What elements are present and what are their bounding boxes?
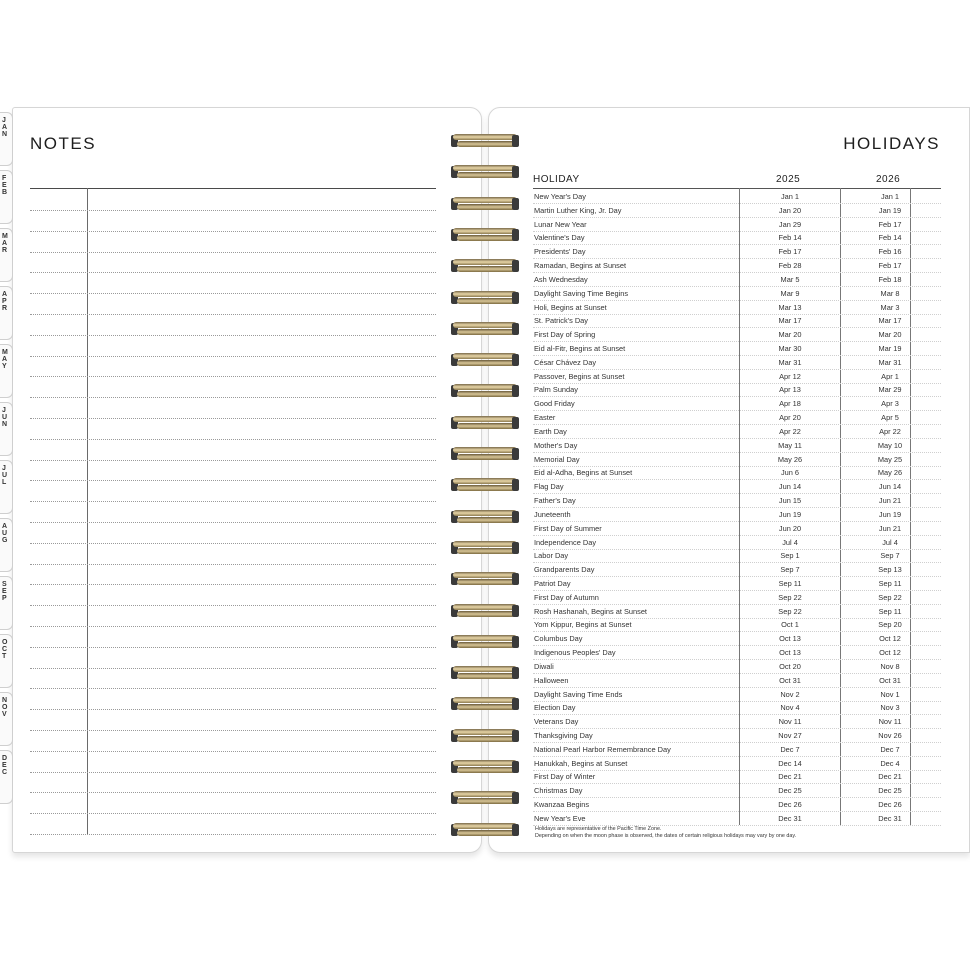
coil-ring — [453, 635, 517, 649]
month-tab-label: JUN — [2, 407, 8, 428]
table-row — [533, 480, 941, 493]
date-2026: Nov 1 — [880, 689, 900, 699]
date-2025: May 26 — [777, 454, 803, 464]
notes-line — [30, 376, 436, 377]
coil-ring — [453, 666, 517, 680]
notes-line — [30, 584, 436, 585]
notes-line — [30, 543, 436, 544]
date-2025: Oct 20 — [779, 661, 801, 671]
month-tab[interactable] — [0, 460, 13, 514]
date-2026: Jun 19 — [878, 509, 902, 519]
date-2025: Dec 25 — [778, 786, 802, 796]
date-2026: Feb 17 — [878, 219, 902, 229]
holiday-name: Indigenous Peoples' Day — [534, 648, 616, 658]
month-tab[interactable] — [0, 692, 13, 746]
date-2026: Feb 14 — [878, 233, 902, 243]
date-2025: Jan 20 — [778, 205, 802, 215]
month-tab[interactable] — [0, 170, 13, 224]
holiday-name: First Day of Summer — [534, 523, 602, 533]
table-row — [533, 618, 941, 631]
table-row — [533, 314, 941, 327]
coil-ring — [453, 259, 517, 273]
date-2025: Apr 20 — [779, 413, 801, 423]
holiday-name: Thanksgiving Day — [534, 730, 593, 740]
coil-ring — [453, 541, 517, 555]
notes-line — [30, 314, 436, 315]
coil-ring — [453, 478, 517, 492]
notes-line — [30, 813, 436, 814]
date-2025: Mar 31 — [778, 357, 802, 367]
notes-line — [30, 439, 436, 440]
holiday-name: Valentine's Day — [534, 233, 585, 243]
column-header-holiday: HOLIDAY — [533, 174, 580, 185]
date-2025: Apr 13 — [779, 385, 801, 395]
month-tab[interactable] — [0, 634, 13, 688]
date-2026: May 25 — [877, 454, 903, 464]
date-2026: Feb 16 — [878, 247, 902, 257]
notes-line — [30, 564, 436, 565]
date-2025: Sep 22 — [778, 592, 802, 602]
table-row — [533, 701, 941, 714]
date-2026: Oct 12 — [879, 648, 901, 658]
footnote: Holidays are representative of the Pacific Time Zone. — [535, 826, 662, 832]
date-2026: Sep 13 — [878, 565, 902, 575]
date-2025: Nov 2 — [780, 689, 800, 699]
table-row — [533, 632, 941, 645]
date-2026: Sep 20 — [878, 620, 902, 630]
date-2025: Dec 31 — [778, 813, 802, 823]
notes-line — [30, 772, 436, 773]
table-row — [533, 494, 941, 507]
notes-line — [30, 522, 436, 523]
month-tab-label: DEC — [2, 755, 8, 776]
table-row — [533, 411, 941, 424]
table-row — [533, 688, 941, 701]
date-2026: Mar 31 — [878, 357, 902, 367]
notes-line — [30, 252, 436, 253]
date-2026: Mar 3 — [880, 302, 900, 312]
coil-ring — [453, 384, 517, 398]
month-tab-label: MAY — [2, 349, 8, 370]
date-2026: Mar 20 — [878, 330, 902, 340]
table-row — [533, 383, 941, 396]
notes-line — [30, 605, 436, 606]
date-2025: Sep 22 — [778, 606, 802, 616]
coil-ring — [453, 729, 517, 743]
table-row — [533, 798, 941, 811]
table-row — [533, 549, 941, 562]
table-row — [533, 342, 941, 355]
table-row — [533, 729, 941, 742]
table-row — [533, 646, 941, 659]
notes-title: NOTES — [30, 134, 97, 153]
table-row — [533, 453, 941, 466]
table-row — [533, 218, 941, 231]
notes-line — [30, 210, 436, 211]
holiday-name: Good Friday — [534, 399, 575, 409]
holiday-name: Labor Day — [534, 551, 569, 561]
table-row — [533, 563, 941, 576]
date-2025: Sep 7 — [780, 565, 800, 575]
date-2025: Apr 22 — [779, 426, 801, 436]
holiday-name: Daylight Saving Time Begins — [534, 288, 629, 298]
month-tab-label: JAN — [2, 117, 8, 138]
date-2026: Nov 11 — [878, 717, 902, 727]
month-tab[interactable] — [0, 518, 13, 572]
date-2025: Jun 6 — [780, 468, 800, 478]
date-2025: Oct 13 — [779, 648, 801, 658]
date-2026: Mar 17 — [878, 316, 902, 326]
holiday-name: Yom Kippur, Begins at Sunset — [534, 620, 632, 630]
holiday-name: Martin Luther King, Jr. Day — [534, 205, 622, 215]
date-2026: Mar 19 — [878, 344, 902, 354]
date-2026: Dec 4 — [880, 758, 900, 768]
holiday-name: César Chávez Day — [534, 357, 597, 367]
table-row — [533, 743, 941, 756]
notes-line — [30, 626, 436, 627]
notes-line — [30, 293, 436, 294]
month-tab[interactable] — [0, 112, 13, 166]
date-2026: Oct 12 — [879, 634, 901, 644]
coil-ring — [453, 322, 517, 336]
month-tabs — [0, 112, 14, 812]
month-tab-label: MAR — [2, 233, 8, 254]
date-2026: Feb 18 — [878, 274, 902, 284]
date-2026: Apr 1 — [881, 371, 899, 381]
notes-line — [30, 356, 436, 357]
holiday-name: Election Day — [534, 703, 576, 713]
table-row — [533, 259, 941, 272]
date-2026: Jun 21 — [878, 523, 902, 533]
date-2025: Oct 13 — [779, 634, 801, 644]
month-tab-label: OCT — [2, 639, 8, 660]
coil-ring — [453, 510, 517, 524]
holiday-name: Independence Day — [534, 537, 597, 547]
notes-line — [30, 231, 436, 232]
notes-margin-rule — [87, 188, 88, 834]
date-2026: Dec 31 — [878, 813, 902, 823]
date-2025: Nov 11 — [778, 717, 802, 727]
holiday-name: Patriot Day — [534, 578, 571, 588]
date-2025: Jun 14 — [778, 482, 802, 492]
date-2026: Dec 21 — [878, 772, 902, 782]
date-2025: Feb 17 — [778, 247, 802, 257]
date-2025: Jun 19 — [778, 509, 802, 519]
table-row — [533, 784, 941, 797]
month-tab[interactable] — [0, 344, 13, 398]
holiday-name: Easter — [534, 413, 556, 423]
month-tab-label: JUL — [2, 465, 8, 486]
month-tab[interactable] — [0, 402, 13, 456]
table-row — [533, 190, 941, 203]
notes-line — [30, 792, 436, 793]
date-2025: Feb 14 — [778, 233, 802, 243]
table-row — [533, 356, 941, 369]
date-2026: Nov 26 — [878, 730, 902, 740]
holiday-name: St. Patrick's Day — [534, 316, 588, 326]
date-2025: Oct 1 — [781, 620, 799, 630]
date-2026: Nov 3 — [880, 703, 900, 713]
date-2025: Mar 5 — [780, 274, 800, 284]
table-row — [533, 605, 941, 618]
coil-ring — [453, 791, 517, 805]
table-row — [533, 245, 941, 258]
holidays-title: HOLIDAYS — [843, 134, 940, 153]
date-2025: Mar 30 — [778, 344, 802, 354]
date-2025: Feb 28 — [778, 261, 802, 271]
date-2026: Jul 4 — [882, 537, 898, 547]
notes-line — [30, 668, 436, 669]
date-2026: Nov 8 — [880, 661, 900, 671]
holiday-name: Presidents' Day — [534, 247, 586, 257]
table-row — [533, 660, 941, 673]
date-2025: Oct 31 — [779, 675, 801, 685]
date-2026: Jun 21 — [878, 496, 902, 506]
holiday-name: First Day of Spring — [534, 330, 596, 340]
coil-ring — [453, 353, 517, 367]
table-row — [533, 715, 941, 728]
holiday-name: Earth Day — [534, 426, 567, 436]
date-2025: Jun 15 — [778, 496, 802, 506]
date-2025: Jul 4 — [782, 537, 798, 547]
date-2026: Jan 19 — [878, 205, 902, 215]
notes-line — [30, 751, 436, 752]
table-row — [533, 522, 941, 535]
table-row — [533, 508, 941, 521]
date-2026: Dec 7 — [880, 744, 900, 754]
notes-line — [30, 647, 436, 648]
date-2026: Sep 7 — [880, 551, 900, 561]
date-2026: Oct 31 — [879, 675, 901, 685]
date-2025: Sep 11 — [778, 578, 802, 588]
holiday-name: Passover, Begins at Sunset — [534, 371, 625, 381]
holiday-name: Diwali — [534, 661, 554, 671]
holiday-name: Ash Wednesday — [534, 274, 588, 284]
table-row — [533, 757, 941, 770]
holiday-name: Eid al-Fitr, Begins at Sunset — [534, 344, 626, 354]
coil-ring — [453, 760, 517, 774]
table-row — [533, 370, 941, 383]
date-2026: May 10 — [877, 440, 903, 450]
holiday-name: Ramadan, Begins at Sunset — [534, 261, 627, 271]
holiday-name: First Day of Winter — [534, 772, 596, 782]
holiday-name: Mother's Day — [534, 440, 578, 450]
table-row — [533, 674, 941, 687]
table-row — [533, 466, 941, 479]
coil-ring — [453, 291, 517, 305]
notes-line — [30, 460, 436, 461]
date-2025: Nov 27 — [778, 730, 802, 740]
table-row — [533, 231, 941, 244]
table-row — [533, 577, 941, 590]
table-row — [533, 397, 941, 410]
month-tab[interactable] — [0, 286, 13, 340]
table-row — [533, 425, 941, 438]
date-2025: Apr 18 — [779, 399, 801, 409]
holiday-name: Christmas Day — [534, 786, 583, 796]
table-row — [533, 287, 941, 300]
notes-line — [30, 688, 436, 689]
coil-ring — [453, 134, 517, 148]
month-tab-label: AUG — [2, 523, 8, 544]
date-2025: Jun 20 — [778, 523, 802, 533]
table-row — [533, 439, 941, 452]
table-row — [533, 536, 941, 549]
date-2026: Mar 29 — [878, 385, 902, 395]
holiday-name: Veterans Day — [534, 717, 579, 727]
holiday-name: Father's Day — [534, 496, 576, 506]
holiday-name: Kwanzaa Begins — [534, 800, 590, 810]
date-2026: Jan 1 — [880, 192, 900, 201]
date-2025: Nov 4 — [780, 703, 800, 713]
table-row — [533, 591, 941, 604]
date-2026: Sep 11 — [878, 578, 902, 588]
holiday-name: Lunar New Year — [534, 219, 587, 229]
notes-line — [30, 480, 436, 481]
holiday-name: Flag Day — [534, 482, 564, 492]
date-2025: Mar 13 — [778, 302, 802, 312]
month-tab[interactable] — [0, 750, 13, 804]
date-2026: May 26 — [877, 468, 903, 478]
notes-line — [30, 709, 436, 710]
table-header-rule — [533, 188, 941, 189]
coil-ring — [453, 447, 517, 461]
month-tab-label: APR — [2, 291, 8, 312]
month-tab-label: NOV — [2, 697, 8, 718]
date-2025: Sep 1 — [780, 551, 800, 561]
month-tab-label: FEB — [2, 175, 8, 196]
date-2026: Sep 22 — [878, 592, 902, 602]
date-2025: Mar 17 — [778, 316, 802, 326]
notes-line — [30, 397, 436, 398]
holiday-name: Juneteenth — [534, 509, 571, 519]
date-2026: Mar 8 — [880, 288, 900, 298]
holiday-name: Daylight Saving Time Ends — [534, 689, 623, 699]
holiday-name: Eid al-Adha, Begins at Sunset — [534, 468, 633, 478]
date-2025: Jan 1 — [780, 192, 800, 201]
table-row — [533, 273, 941, 286]
notes-line — [30, 418, 436, 419]
notes-line — [30, 501, 436, 502]
coil-ring — [453, 165, 517, 179]
holiday-name: Palm Sunday — [534, 385, 578, 395]
coil-ring — [453, 228, 517, 242]
holiday-name: Memorial Day — [534, 454, 580, 464]
notes-header-rule — [30, 188, 436, 189]
holiday-name: Rosh Hashanah, Begins at Sunset — [534, 606, 647, 616]
date-2025: Jan 29 — [778, 219, 802, 229]
date-2025: Dec 14 — [778, 758, 802, 768]
holiday-name: Hanukkah, Begins at Sunset — [534, 758, 628, 768]
date-2026: Apr 22 — [879, 426, 901, 436]
date-2025: Mar 20 — [778, 330, 802, 340]
table-row — [533, 812, 941, 825]
footnote: Depending on when the moon phase is observed, the dates of certain religious holidays may vary by one day. — [535, 833, 797, 839]
notes-line — [30, 335, 436, 336]
table-row — [533, 770, 941, 783]
holiday-name: National Pearl Harbor Remembrance Day — [534, 744, 671, 754]
month-tab[interactable] — [0, 228, 13, 282]
coil-ring — [453, 697, 517, 711]
column-header-2025: 2025 — [776, 174, 801, 185]
holiday-name: New Year's Day — [534, 192, 586, 201]
coil-ring — [453, 604, 517, 618]
table-row — [533, 204, 941, 217]
notes-line — [30, 834, 436, 835]
coil-ring — [453, 572, 517, 586]
coil-ring — [453, 823, 517, 837]
holiday-name: New Year's Eve — [534, 813, 586, 823]
date-2026: Dec 25 — [878, 786, 902, 796]
date-2026: Jun 14 — [878, 482, 902, 492]
date-2025: Dec 7 — [780, 744, 800, 754]
holiday-name: First Day of Autumn — [534, 592, 599, 602]
date-2026: Apr 5 — [881, 413, 899, 423]
date-2026: Sep 11 — [878, 606, 902, 616]
month-tab-label: SEP — [2, 581, 7, 602]
notes-line — [30, 730, 436, 731]
table-row — [533, 301, 941, 314]
table-row — [533, 328, 941, 341]
date-2025: May 11 — [778, 440, 802, 450]
holiday-name: Grandparents Day — [534, 565, 595, 575]
column-header-2026: 2026 — [876, 174, 901, 185]
date-2025: Dec 21 — [778, 772, 802, 782]
notes-line — [30, 272, 436, 273]
coil-ring — [453, 416, 517, 430]
date-2025: Dec 26 — [778, 800, 802, 810]
month-tab[interactable] — [0, 576, 13, 630]
holiday-name: Columbus Day — [534, 634, 583, 644]
date-2026: Apr 3 — [881, 399, 899, 409]
holiday-name: Halloween — [534, 675, 569, 685]
coil-ring — [453, 197, 517, 211]
date-2025: Apr 12 — [779, 371, 801, 381]
date-2025: Mar 9 — [780, 288, 800, 298]
date-2026: Dec 26 — [878, 800, 902, 810]
date-2026: Feb 17 — [878, 261, 902, 271]
holiday-name: Holi, Begins at Sunset — [534, 302, 607, 312]
